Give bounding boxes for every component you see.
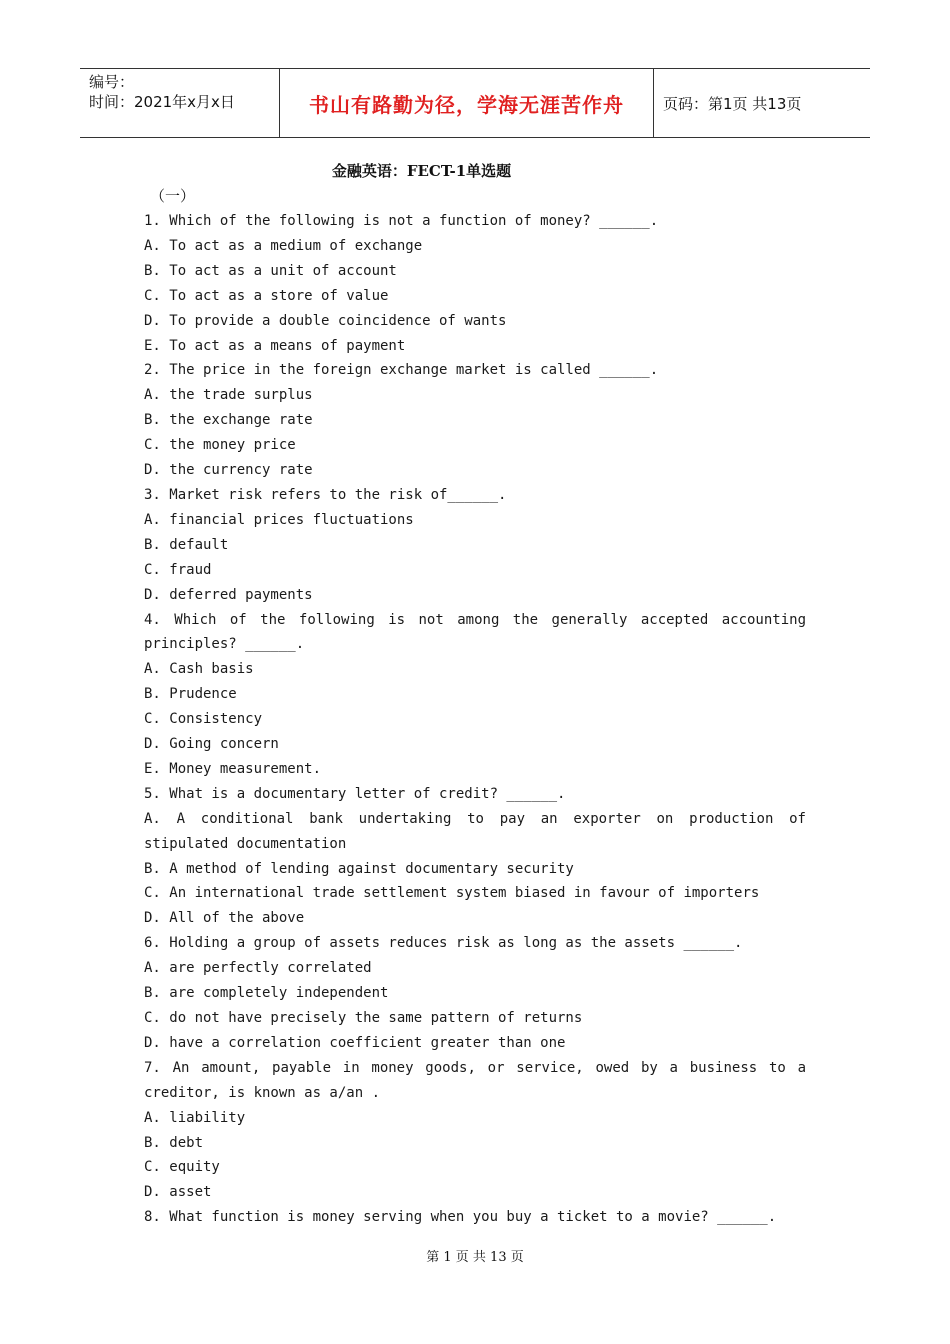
header-motto: 书山有路勤为径，学海无涯苦作舟 <box>280 69 654 137</box>
option-line: D. All of the above <box>144 910 305 927</box>
option-line: A. Cash basis <box>144 661 254 678</box>
header-page-label: 页码：第1页 共13页 <box>663 94 802 113</box>
option-line: A. A conditional bank undertaking to pay an exporter on production of stipulated documentation <box>144 810 806 852</box>
option-line: C. An international trade settlement system biased in favour of importers <box>144 885 760 902</box>
page-header <box>80 68 870 138</box>
question-line: 3. Market risk refers to the risk of______. <box>144 486 507 503</box>
number-label: 编号： <box>89 73 135 91</box>
option-line: E. Money measurement. <box>144 760 322 777</box>
question-line: 7. An amount, payable in money goods, or service, owed by a business to a creditor, is known as a/an . <box>144 1059 806 1101</box>
option-line: B. debt <box>144 1134 204 1151</box>
option-line: B. Prudence <box>144 686 237 703</box>
date-label: 时间：2021年x月x日 <box>89 93 235 111</box>
question-line: 1. Which of the following is not a function of money? ______. <box>144 213 659 229</box>
question-line: 4. Which of the following is not among the generally accepted accounting principles? ______. <box>144 611 806 653</box>
question-line: 5. What is a documentary letter of credit? ______. <box>144 785 566 802</box>
option-line: D. To provide a double coincidence of wants <box>144 312 507 329</box>
option-line: B. To act as a unit of account <box>144 262 397 279</box>
option-line: A. the trade surplus <box>144 387 313 404</box>
option-line: C. fraud <box>144 561 212 578</box>
question-list <box>144 209 806 1230</box>
option-line: C. equity <box>144 1159 220 1176</box>
option-line: D. deferred payments <box>144 586 313 603</box>
option-line: C. do not have precisely the same pattern of returns <box>144 1010 583 1026</box>
option-line: B. the exchange rate <box>144 412 313 429</box>
section-label: （一） <box>150 187 196 205</box>
option-line: C. To act as a store of value <box>144 287 389 304</box>
option-line: B. are completely independent <box>144 985 389 1002</box>
option-line: D. Going concern <box>144 736 279 753</box>
document-title: 金融英语：FECT-1单选题 <box>331 162 512 180</box>
option-line: B. default <box>144 536 229 553</box>
question-line: 6. Holding a group of assets reduces risk as long as the assets ______. <box>144 935 743 952</box>
option-line: A. liability <box>144 1109 246 1126</box>
option-line: A. To act as a medium of exchange <box>144 237 423 254</box>
question-line: 2. The price in the foreign exchange market is called ______. <box>144 362 659 379</box>
option-line: C. Consistency <box>144 711 263 728</box>
option-line: D. asset <box>144 1184 212 1201</box>
header-meta <box>80 69 280 137</box>
option-line: C. the money price <box>144 437 296 454</box>
option-line: E. To act as a means of payment <box>144 337 406 354</box>
option-line: A. are perfectly correlated <box>144 960 372 977</box>
option-line: B. A method of lending against documentary security <box>144 860 574 877</box>
option-line: A. financial prices fluctuations <box>144 511 414 528</box>
option-line: D. have a correlation coefficient greater than one <box>144 1034 566 1051</box>
option-line: D. the currency rate <box>144 462 313 479</box>
question-line: 8. What function is money serving when you buy a ticket to a movie? ______. <box>144 1209 777 1226</box>
page-footer: 第 1 页 共 13 页 <box>426 1250 524 1265</box>
